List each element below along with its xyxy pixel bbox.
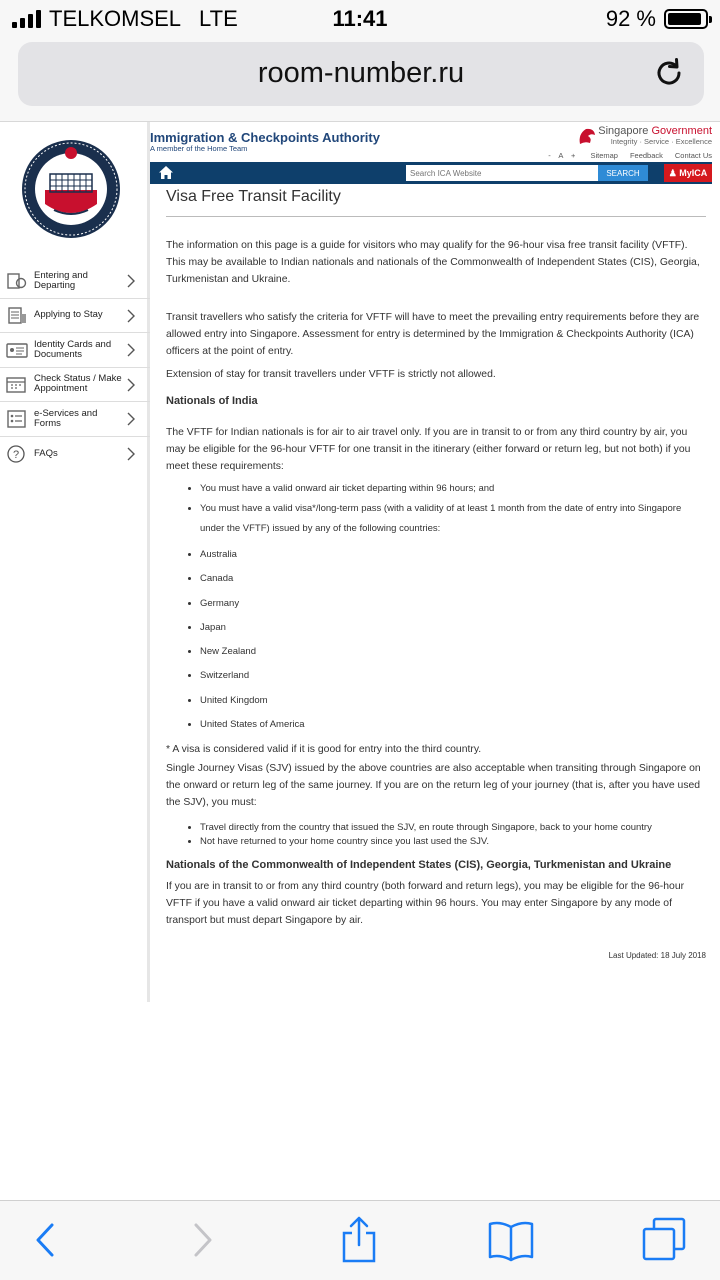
sjv-paragraph: Single Journey Visas (SJV) issued by the above countries are also acceptable when transiting through Singapore on the onward or return leg of the same journey. If you are on the return leg of your journey (that is, after you have used the SJV), you must: [166, 763, 701, 809]
carrier-name: TELKOMSEL [49, 6, 182, 31]
chevron-right-icon [126, 308, 136, 324]
clock: 11:41 [332, 6, 388, 31]
font-size-control[interactable]: - A + [548, 151, 579, 160]
address-bar[interactable] [18, 42, 704, 106]
list-item: • Australia [200, 543, 706, 567]
sjv-list [166, 821, 706, 849]
share-icon[interactable] [334, 1215, 384, 1265]
ica-crest-icon [20, 138, 122, 240]
contact-us-link[interactable]: Contact Us [674, 151, 712, 160]
list-item: • Not have returned to your home country since you last used the SJV. [200, 835, 706, 849]
countries-list [166, 543, 706, 737]
ica-logo[interactable] [20, 138, 122, 240]
battery-level [668, 13, 701, 25]
sidebar-item-label: FAQs [34, 447, 58, 459]
sidebar-item-label: Identity Cards and Documents [34, 338, 112, 360]
cis-heading: Nationals of the Commonwealth of Independent States (CIS), Georgia, Turkmenistan and Ukraine [166, 859, 672, 872]
myica-label: MyICA [679, 167, 708, 178]
chevron-right-icon [126, 342, 136, 358]
sidebar-nav [0, 264, 150, 471]
gov-prefix: Singapore [598, 125, 649, 137]
user-icon: ♟ [668, 167, 677, 178]
list-item: • Canada [200, 567, 706, 591]
last-updated: Last Updated: 18 July 2018 [608, 951, 706, 961]
network-type: LTE [199, 6, 238, 31]
search-button[interactable]: SEARCH [598, 165, 648, 181]
back-icon[interactable] [20, 1215, 70, 1265]
sidebar-item-faqs[interactable] [0, 437, 150, 472]
extension-paragraph: Extension of stay for transit travellers under VFTF is strictly not allowed. [166, 369, 496, 380]
chevron-right-icon [126, 377, 136, 393]
sidebar-item-e-services[interactable] [0, 402, 150, 437]
org-title[interactable]: Immigration & Checkpoints Authority [150, 130, 380, 145]
list-item: • United States of America [200, 713, 706, 737]
list-item: • You must have a valid visa*/long-term pass (with a validity of at least 1 month from the date of entry into Singapore under the VFTF) issued by any of the following countries: [200, 499, 706, 539]
gov-tagline: Integrity · Service · Excellence [610, 137, 712, 146]
calendar-icon [6, 375, 28, 393]
tabs-icon[interactable] [640, 1215, 690, 1265]
status-bar [0, 0, 720, 36]
form-list-icon [6, 410, 28, 428]
id-card-icon [6, 341, 28, 359]
top-links [548, 151, 712, 160]
india-heading: Nationals of India [166, 395, 258, 407]
visa-note: * A visa is considered valid if it is good for entry into the third country. [166, 744, 482, 756]
list-item: • Japan [200, 616, 706, 640]
org-subtitle: A member of the Home Team [150, 144, 248, 153]
status-right [606, 6, 708, 32]
page-title: Visa Free Transit Facility [166, 188, 706, 217]
list-item: • Switzerland [200, 664, 706, 688]
reload-icon[interactable] [652, 56, 686, 90]
sg-gov-logo[interactable] [598, 125, 712, 137]
sidebar-item-applying-to-stay[interactable] [0, 299, 150, 334]
document-stack-icon [6, 306, 28, 324]
sidebar [0, 122, 150, 1002]
requirements-list [166, 479, 706, 539]
sidebar-item-label: Applying to Stay [34, 309, 103, 321]
main-content [166, 188, 706, 964]
intro-paragraph: The information on this page is a guide for visitors who may qualify for the 96-hour visa free transit facility (VFTF). This may be available to Indian nationals and nationals of the Commonwealth of Independent States (CIS), Georgia, Turkmenistan and Ukraine. [166, 240, 700, 285]
url-text[interactable]: room-number.ru [257, 57, 465, 89]
sitemap-link[interactable]: Sitemap [590, 151, 618, 160]
list-item: • You must have a valid onward air ticket departing within 96 hours; and [200, 479, 706, 499]
sidebar-item-label: e-Services and Forms [34, 407, 98, 429]
chevron-right-icon [126, 273, 136, 289]
question-icon [6, 445, 28, 463]
web-page [0, 122, 720, 1200]
cis-paragraph: If you are in transit to or from any third country (both forward and return legs), you may be eligible for the 96-hour VFTF if you have a valid onward air ticket departing within 96 hours. You may enter Singapore by any mode of transport but must depart Singapore by air. [166, 881, 685, 927]
search-input[interactable] [406, 165, 598, 181]
battery-icon [664, 9, 708, 29]
sidebar-item-label: Entering and Departing [34, 269, 88, 291]
list-item: • New Zealand [200, 640, 706, 664]
forward-icon[interactable] [178, 1215, 228, 1265]
lion-head-icon [576, 126, 598, 148]
sidebar-item-entering-departing[interactable] [0, 264, 150, 299]
gov-suffix: Government [651, 125, 712, 137]
browser-toolbar [0, 1200, 720, 1280]
entry-requirements-paragraph: Transit travellers who satisfy the criteria for VFTF will have to meet the prevailing entry requirements before they are allowed entry into Singapore. Assessment for entry is determined by the Immigration & Checkpoints Authority (ICA) officers at the point of entry. [166, 312, 700, 357]
svg-text:?: ? [12, 448, 20, 461]
myica-button[interactable] [664, 164, 712, 182]
list-item: • United Kingdom [200, 689, 706, 713]
battery-percent: 92 % [605, 6, 656, 31]
list-item: • Travel directly from the country that issued the SJV, en route through Singapore, back to your home country [200, 821, 706, 835]
bookmarks-icon[interactable] [486, 1215, 536, 1265]
list-item: • Germany [200, 592, 706, 616]
home-icon[interactable] [158, 165, 174, 180]
chevron-right-icon [126, 446, 136, 462]
india-paragraph: The VFTF for Indian nationals is for air to air travel only. If you are in transit to or from any third country by air, you may be eligible for the 96-hour VFTF for one transit in the itinerary (either forward or return leg, but not both) if you meet these requirements: [166, 427, 691, 472]
feedback-link[interactable]: Feedback [629, 151, 663, 160]
passport-stamp-icon [6, 272, 28, 290]
main-nav-bar [150, 162, 712, 184]
sidebar-item-check-status[interactable] [0, 368, 150, 403]
sidebar-item-identity-cards[interactable] [0, 333, 150, 368]
chevron-right-icon [126, 411, 136, 427]
browser-bar [0, 36, 720, 122]
sidebar-item-label: Check Status / Make Appointment [34, 373, 122, 395]
